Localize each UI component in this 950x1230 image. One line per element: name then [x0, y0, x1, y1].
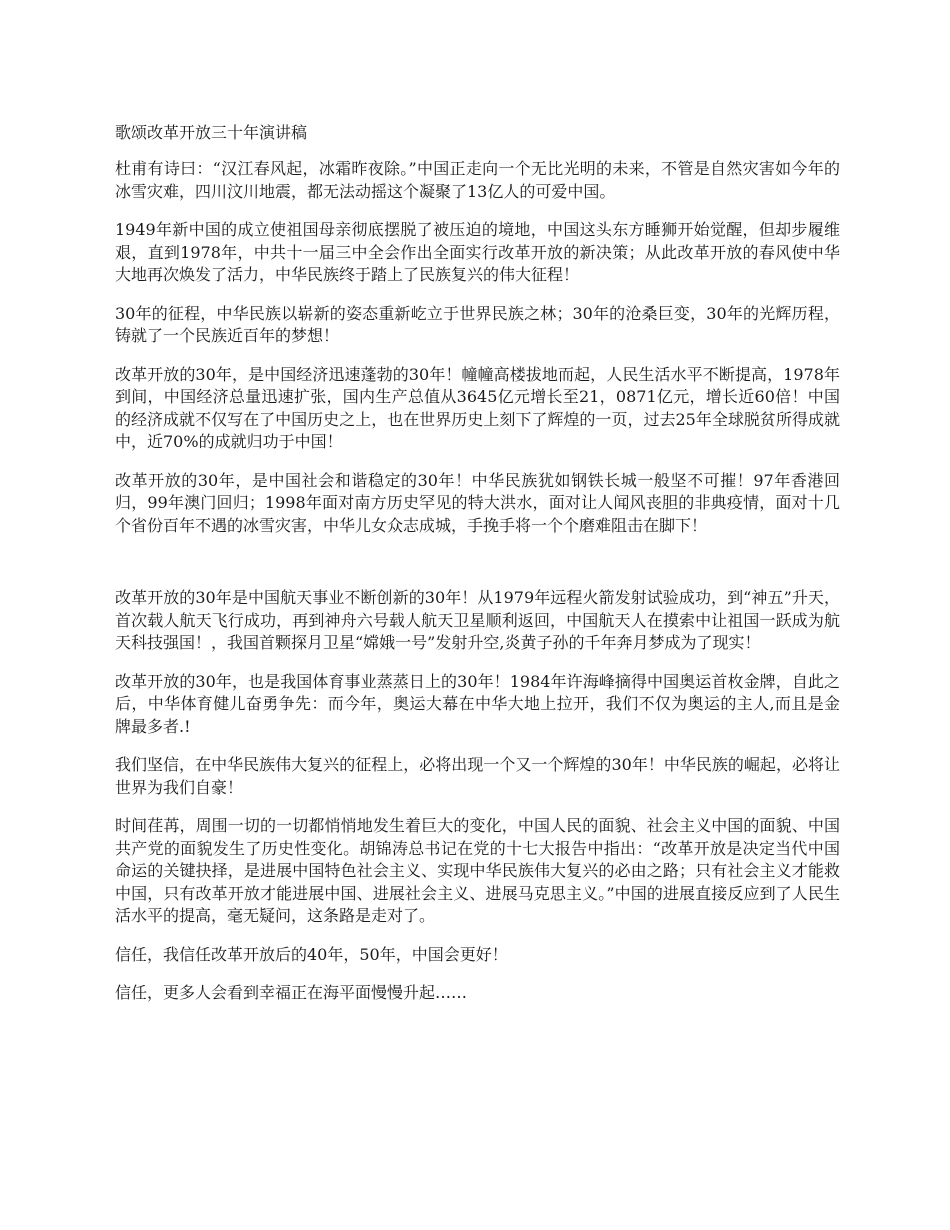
paragraph-trust-future: 信任，我信任改革开放后的40年，50年，中国会更好！ — [115, 944, 508, 964]
paragraph-social-harmony: 改革开放的30年，是中国社会和谐稳定的30年！中华民族犹如钢铁长城一般坚不可摧！97年香港回归，99年澳门回归；1998年面对南方历史罕见的特大洪水，面对让人闻风丧胆的非典疫情，面对十几个省份百年不遇的冰雪灾害，中华儿女众志成城，手挽手将一个个磨难阻击在脚下！ — [115, 470, 840, 535]
blank-gap — [115, 553, 840, 587]
paragraph-30-years-journey: 30年的征程，中华民族以崭新的姿态重新屹立于世界民族之林；30年的沧桑巨变，30年的光辉历程，铸就了一个民族近百年的梦想！ — [115, 303, 840, 345]
paragraph-du-fu-quote: 杜甫有诗曰：“汉江春风起，冰霜昨夜除。”中国正走向一个无比光明的未来，不管是自然灾害如今年的冰雪灾难，四川汶川地震，都无法动摇这个凝聚了13亿人的可爱中国。 — [115, 159, 840, 201]
document-title: 歌颂改革开放三十年演讲稿 — [115, 123, 308, 142]
paragraph-closing: 信任，更多人会看到幸福正在海平面慢慢升起…… — [115, 983, 468, 1002]
paragraph-time-changes: 时间荏苒，周围一切的一切都悄悄地发生着巨大的变化，中国人民的面貌、社会主义中国的面貌、中国共产党的面貌发生了历史性变化。胡锦涛总书记在党的十七大报告中指出：“改革开放是决定当代中国命运的关键抉择，是进展中国特色社会主义、实现中华民族伟大复兴的必由之路；只有社会主义才能救中国，只有改革开放才能进展中国、进展社会主义、进展马克思主义。”中国的进展直接反应到了人民生活水平的提高，毫无疑问，这条路是走对了。 — [115, 816, 840, 925]
paragraph-aerospace: 改革开放的30年是中国航天事业不断创新的30年！从1979年远程火箭发射试验成功，到“神五”升天，首次载人航天飞行成功，再到神舟六号载人航天卫星顺利返回，中国航天人在摸索中让祖国一跃成为航天科技强国！，我国首颗探月卫星“嫦娥一号”发射升空,炎黄子孙的千年奔月梦成为了现实！ — [115, 588, 840, 652]
paragraph-sports: 改革开放的30年，也是我国体育事业蒸蒸日上的30年！1984年许海峰摘得中国奥运首枚金牌，自此之后，中华体育健儿奋勇争先：而今年，奥运大幕在中华大地上拉开，我们不仅为奥运的主人,而且是金牌最多者.! — [115, 671, 840, 736]
document-body — [115, 122, 840, 1021]
paragraph-economy: 改革开放的30年，是中国经济迅速蓬勃的30年！幢幢高楼拔地而起，人民生活水平不断提高，1978年到间，中国经济总量迅速扩张，国内生产总值从3645亿元增长至21，0871亿元，增长近60倍！中国的经济成就不仅写在了中国历史之上，也在世界历史上刻下了辉煌的一页，过去25年全球脱贫所得成就中，近70%的成就归功于中国！ — [115, 364, 840, 451]
paragraph-1949: 1949年新中国的成立使祖国母亲彻底摆脱了被压迫的境地，中国这头东方睡狮开始觉醒，但却步履维艰，直到1978年，中共十一届三中全会作出全面实行改革开放的新决策；从此改革开放的春风使中华大地再次焕发了活力，中华民族终于踏上了民族复兴的伟大征程！ — [115, 220, 840, 284]
paragraph-belief: 我们坚信，在中华民族伟大复兴的征程上，必将出现一个又一个辉煌的30年！中华民族的崛起，必将让世界为我们自豪！ — [115, 755, 840, 797]
